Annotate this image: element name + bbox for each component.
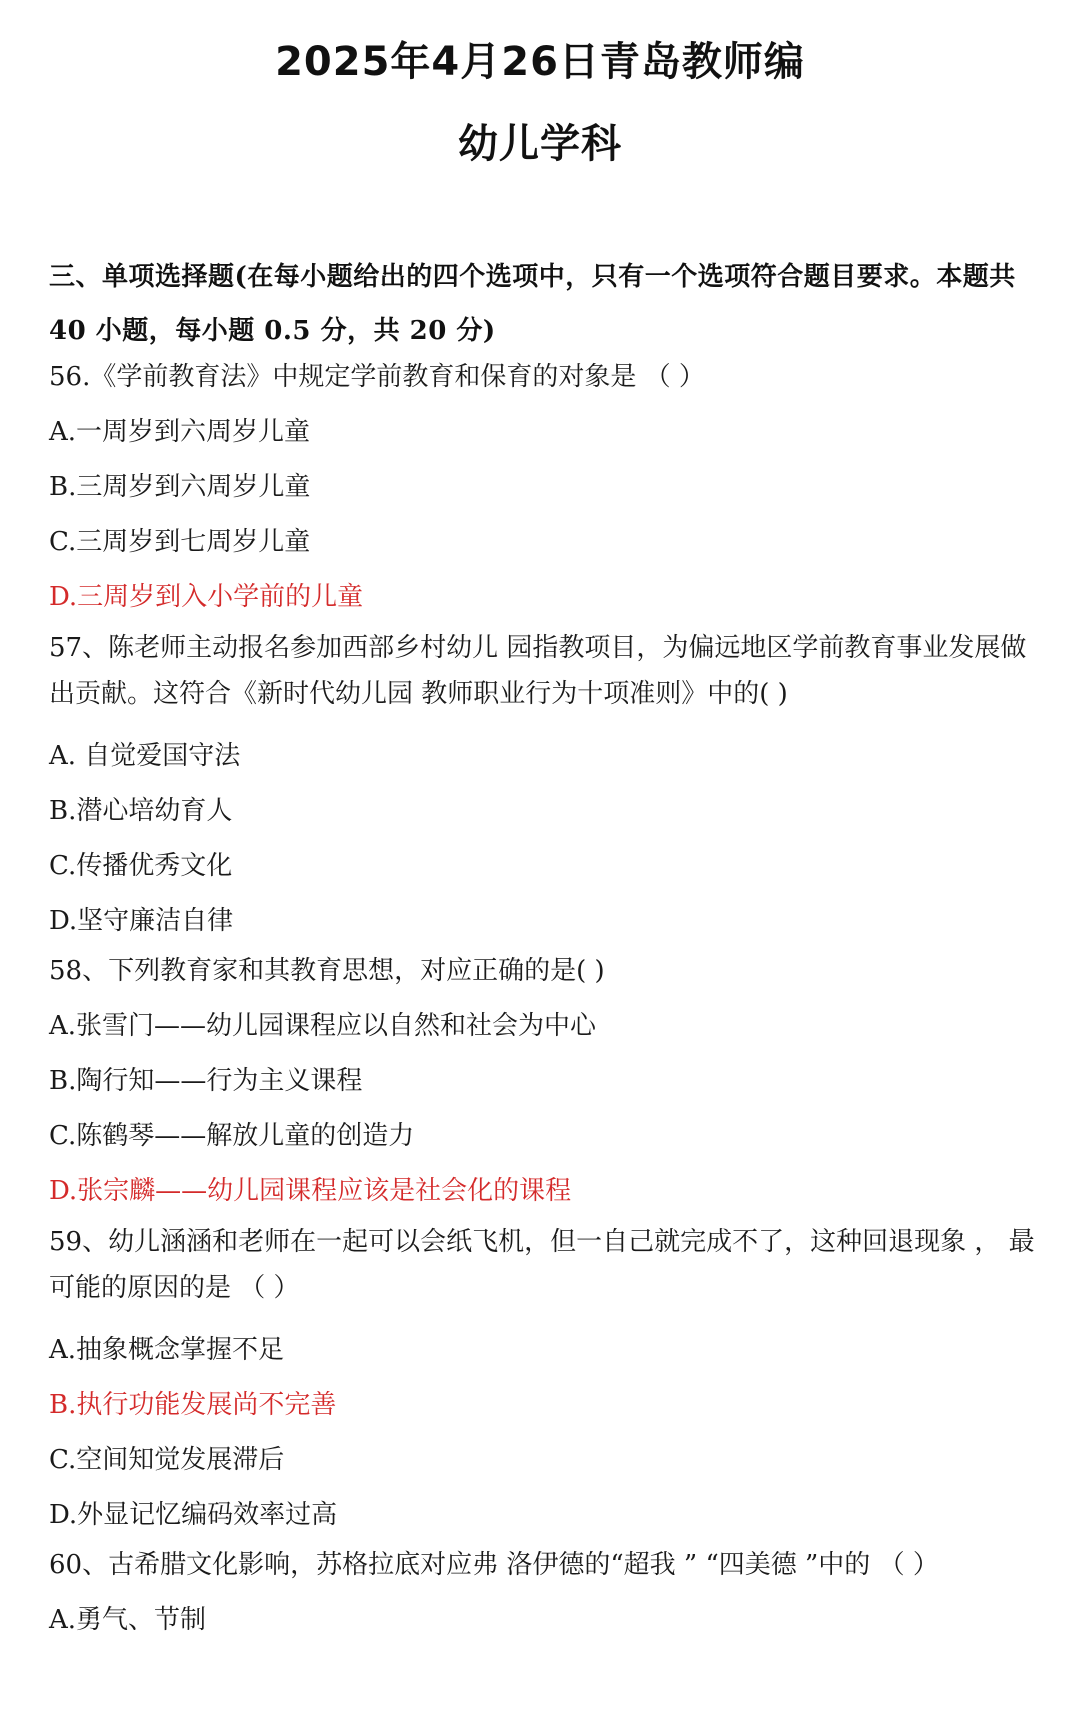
answer-option: A.一周岁到六周岁儿童 [49, 417, 311, 447]
document-title: 2025年4月26日青岛教师编 [275, 39, 805, 85]
section-heading: 三、单项选择题(在每小题给出的四个选项中，只有一个选项符合题目要求。本题共 40 小题，每小题 0.5 分，共 20 分) [49, 262, 1016, 346]
question-block [49, 1543, 1044, 1648]
answer-option-correct: B.执行功能发展尚不完善 [49, 1390, 337, 1420]
answer-option: C.空间知觉发展滞后 [49, 1445, 285, 1475]
answer-option-correct: D.三周岁到入小学前的儿童 [49, 582, 364, 612]
answer-option: D.外显记忆编码效率过高 [49, 1500, 338, 1530]
question-stem: 58、下列教育家和其教育思想，对应正确的是( ) [49, 956, 605, 986]
answer-option: C.三周岁到七周岁儿童 [49, 527, 311, 557]
answer-option: B.潜心培幼育人 [49, 796, 233, 826]
question-stem: 56.《学前教育法》中规定学前教育和保育的对象是 （ ） [49, 362, 705, 392]
answer-option: A.勇气、节制 [49, 1605, 207, 1635]
question-stem: 60、古希腊文化影响，苏格拉底对应弗 洛伊德的“超我 ” “四美德 ”中的 （ ） [49, 1550, 939, 1580]
spacer [49, 717, 1044, 729]
answer-option: B.三周岁到六周岁儿童 [49, 472, 311, 502]
answer-option: C.传播优秀文化 [49, 851, 233, 881]
question-block [49, 625, 1044, 949]
question-list [49, 355, 1044, 1648]
answer-option: A.抽象概念掌握不足 [49, 1335, 285, 1365]
question-block [49, 949, 1044, 1219]
spacer [49, 1311, 1044, 1323]
answer-option: A. 自觉爱国守法 [49, 741, 241, 771]
question-stem: 57、陈老师主动报名参加西部乡村幼儿 园指教项目，为偏远地区学前教育事业发展做出贡献。这符合《新时代幼儿园 教师职业行为十项准则》中的( ) [49, 633, 1027, 709]
question-stem: 59、幼儿涵涵和老师在一起可以会纸飞机，但一自己就完成不了，这种回退现象 ， 最可能的原因的是 （ ） [49, 1227, 1035, 1303]
document-subtitle: 幼儿学科 [458, 121, 622, 167]
answer-option-correct: D.张宗麟——幼儿园课程应该是社会化的课程 [49, 1176, 572, 1206]
answer-option: B.陶行知——行为主义课程 [49, 1066, 363, 1096]
answer-option: D.坚守廉洁自律 [49, 906, 234, 936]
answer-option: A.张雪门——幼儿园课程应以自然和社会为中心 [49, 1011, 597, 1041]
answer-option: C.陈鹤琴——解放儿童的创造力 [49, 1121, 415, 1151]
question-block [49, 355, 1044, 625]
question-block [49, 1219, 1044, 1543]
